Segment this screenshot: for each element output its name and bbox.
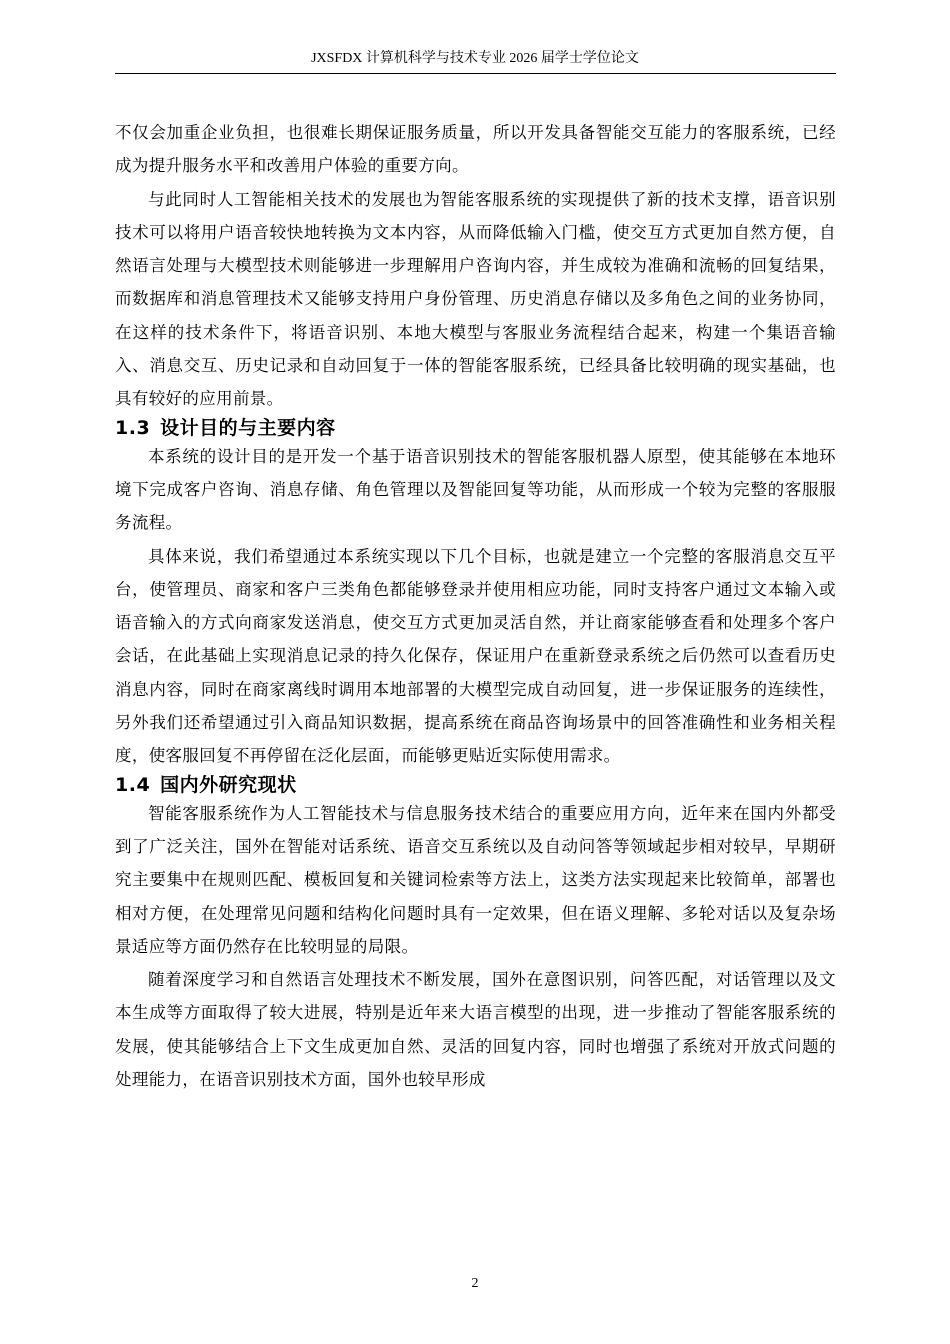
- section-title: 国内外研究现状: [160, 773, 297, 796]
- paragraph: 不仅会加重企业负担，也很难长期保证服务质量，所以开发具备智能交互能力的客服系统，已经成为提升服务水平和改善用户体验的重要方向。: [115, 123, 836, 176]
- section-title: 设计目的与主要内容: [160, 416, 336, 439]
- paragraph: 智能客服系统作为人工智能技术与信息服务技术结合的重要应用方向，近年来在国内外都受到了广泛关注，国外在智能对话系统、语音交互系统以及自动问答等领域起步相对较早，早期研究主要集中在规则匹配、模板回复和关键词检索等方法上，这类方法实现起来比较简单，部署也相对方便，在处理常见问题和结构化问题时具有一定效果，但在语义理解、多轮对话以及复杂场景适应等方面仍然存在比较明显的局限。: [115, 803, 836, 956]
- header-rule: [115, 73, 836, 74]
- paragraph: 与此同时人工智能相关技术的发展也为智能客服系统的实现提供了新的技术支撑，语音识别技术可以将用户语音较快地转换为文本内容，从而降低输入门槛，使交互方式更加自然方便，自然语言处理与大模型技术则能够进一步理解用户咨询内容，并生成较为准确和流畅的回复结果，而数据库和消息管理技术又能够支持用户身份管理、历史消息存储以及多角色之间的业务协同，在这样的技术条件下，将语音识别、本地大模型与客服业务流程结合起来，构建一个集语音输入、消息交互、历史记录和自动回复于一体的智能客服系统，已经具备比较明确的现实基础，也具有较好的应用前景。: [115, 189, 836, 409]
- section-heading-1-4: [115, 773, 836, 797]
- section-heading-1-3: [115, 416, 836, 440]
- running-header: JXSFDX 计算机科学与技术专业 2026 届学士学位论文: [311, 51, 639, 66]
- paragraph: 随着深度学习和自然语言处理技术不断发展，国外在意图识别，问答匹配，对话管理以及文本生成等方面取得了较大进展，特别是近年来大语言模型的出现，进一步推动了智能客服系统的发展，使其能够结合上下文生成更加自然、灵活的回复内容，同时也增强了系统对开放式问题的处理能力，在语音识别技术方面，国外也较早形成: [115, 970, 836, 1090]
- page-number: 2: [471, 1276, 479, 1291]
- page-content: [115, 116, 836, 1096]
- section-number: 1.4: [115, 773, 151, 796]
- section-number: 1.3: [115, 416, 151, 439]
- paragraph: 本系统的设计目的是开发一个基于语音识别技术的智能客服机器人原型，使其能够在本地环境下完成客户咨询、消息存储、角色管理以及智能回复等功能，从而形成一个较为完整的客服服务流程。: [115, 446, 836, 533]
- paragraph: 具体来说，我们希望通过本系统实现以下几个目标，也就是建立一个完整的客服消息交互平台，使管理员、商家和客户三类角色都能够登录并使用相应功能，同时支持客户通过文本输入或语音输入的方式向商家发送消息，使交互方式更加灵活自然，并让商家能够查看和处理多个客户会话，在此基础上实现消息记录的持久化保存，保证用户在重新登录系统之后仍然可以查看历史消息内容，同时在商家离线时调用本地部署的大模型完成自动回复，进一步保证服务的连续性，另外我们还希望通过引入商品知识数据，提高系统在商品咨询场景中的回答准确性和业务相关程度，使客服回复不再停留在泛化层面，而能够更贴近实际使用需求。: [115, 546, 836, 766]
